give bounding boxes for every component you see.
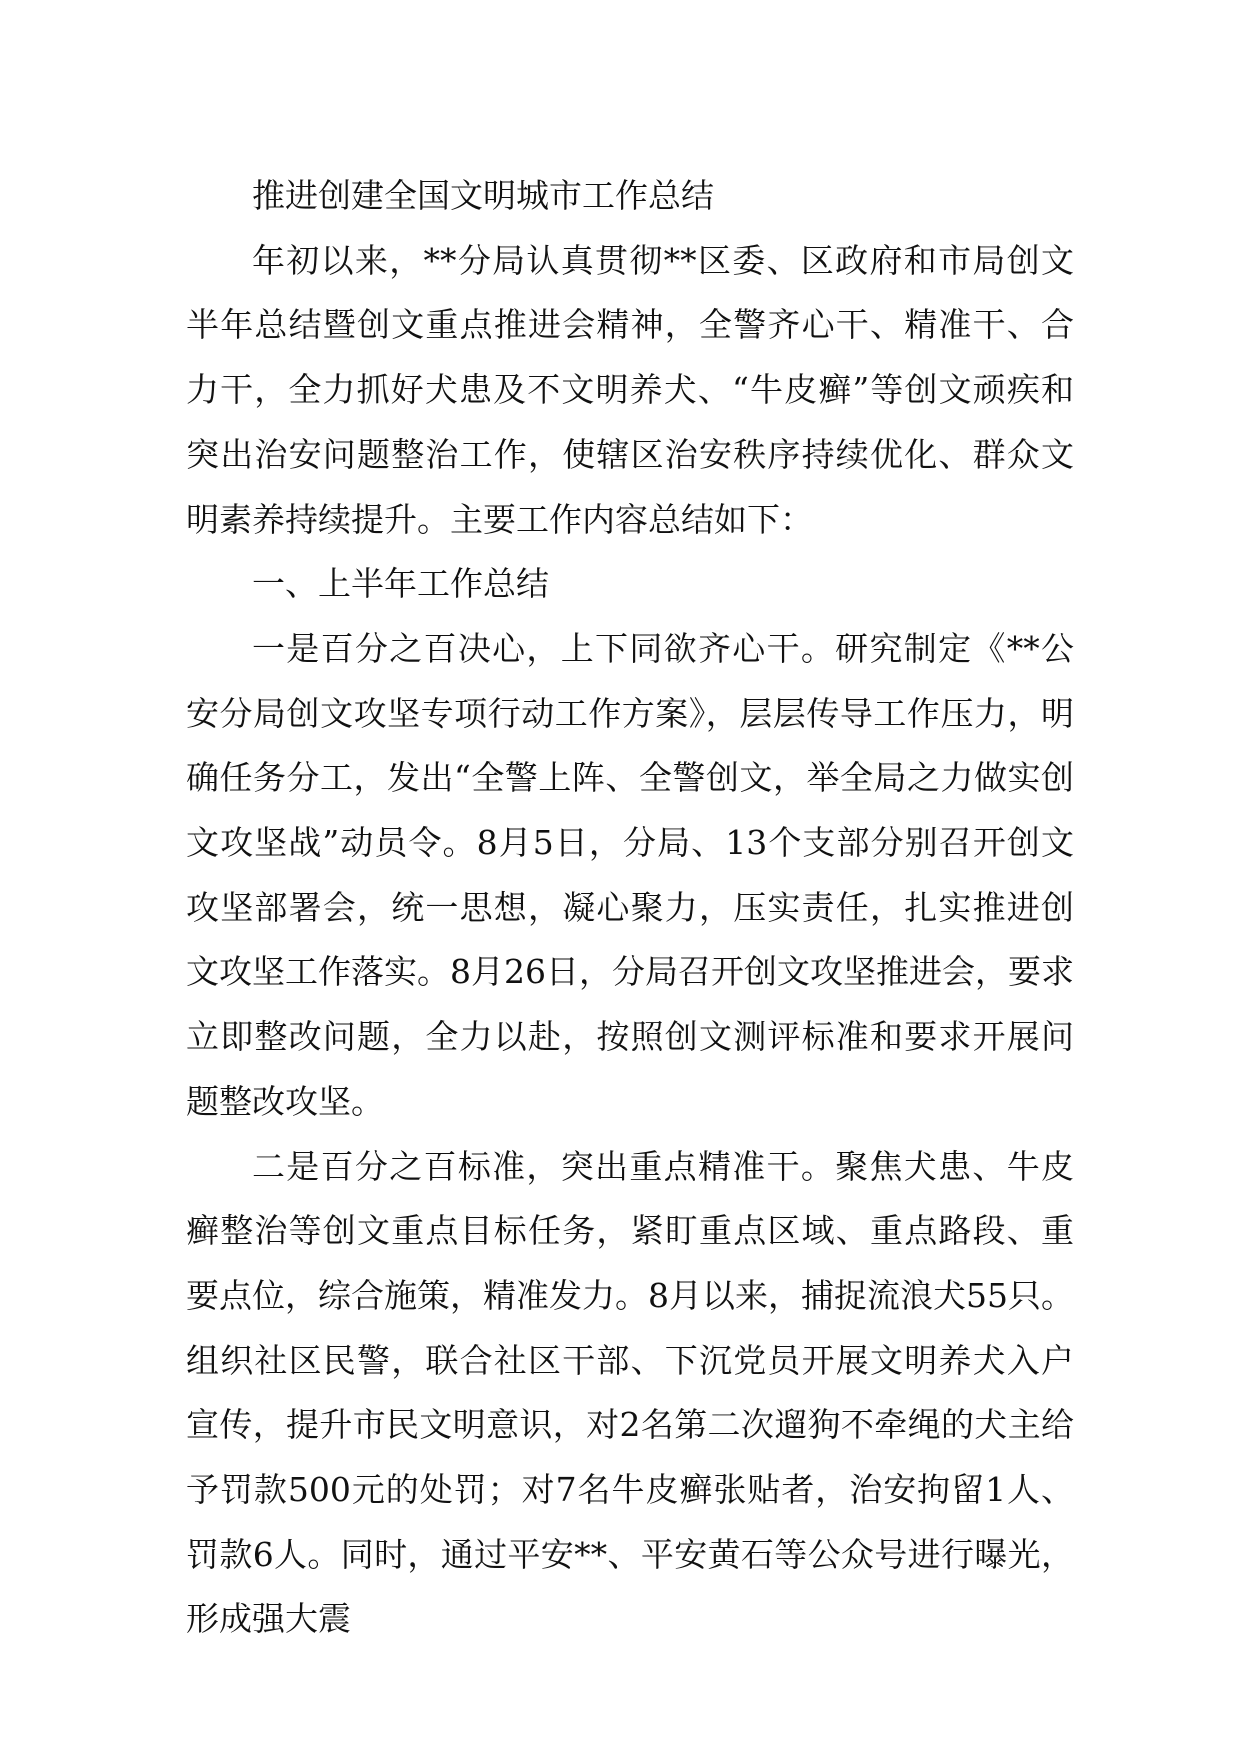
document-title: 推进创建全国文明城市工作总结 xyxy=(252,176,714,215)
paragraph-first-point: 一是百分之百决心，上下同欲齐心干。研究制定《**公安分局创文攻坚专项行动工作方案》，层层传导工作压力，明确任务分工，发出“全警上阵、全警创文，举全局之力做实创文攻坚战”动员令。8月5日，分局、13个支部分别召开创文攻坚部署会，统一思想，凝心聚力，压实责任，扎实推进创文攻坚工作落实。8月26日，分局召开创文攻坚推进会，要求立即整改问题，全力以赴，按照创文测评标准和要求开展问题整改攻坚。 xyxy=(186,628,1074,1121)
paragraph-intro: 年初以来，**分局认真贯彻**区委、区政府和市局创文半年总结暨创文重点推进会精神，全警齐心干、精准干、合力干，全力抓好犬患及不文明养犬、“牛皮癣”等创文顽疾和突出治安问题整治工作，使辖区治安秩序持续优化、群众文明素养持续提升。主要工作内容总结如下： xyxy=(186,240,1074,539)
document-body xyxy=(186,164,1074,1652)
paragraph-second-point: 二是百分之百标准，突出重点精准干。聚焦犬患、牛皮癣整治等创文重点目标任务，紧盯重点区域、重点路段、重要点位，综合施策，精准发力。8月以来，捕捉流浪犬55只。组织社区民警，联合社区干部、下沉党员开展文明养犬入户宣传，提升市民文明意识，对2名第二次遛狗不牵绳的犬主给予罚款500元的处罚；对7名牛皮癣张贴者，治安拘留1人、罚款6人。同时，通过平安**、平安黄石等公众号进行曝光，形成强大震 xyxy=(186,1146,1074,1639)
section-heading: 一、上半年工作总结 xyxy=(252,564,549,604)
